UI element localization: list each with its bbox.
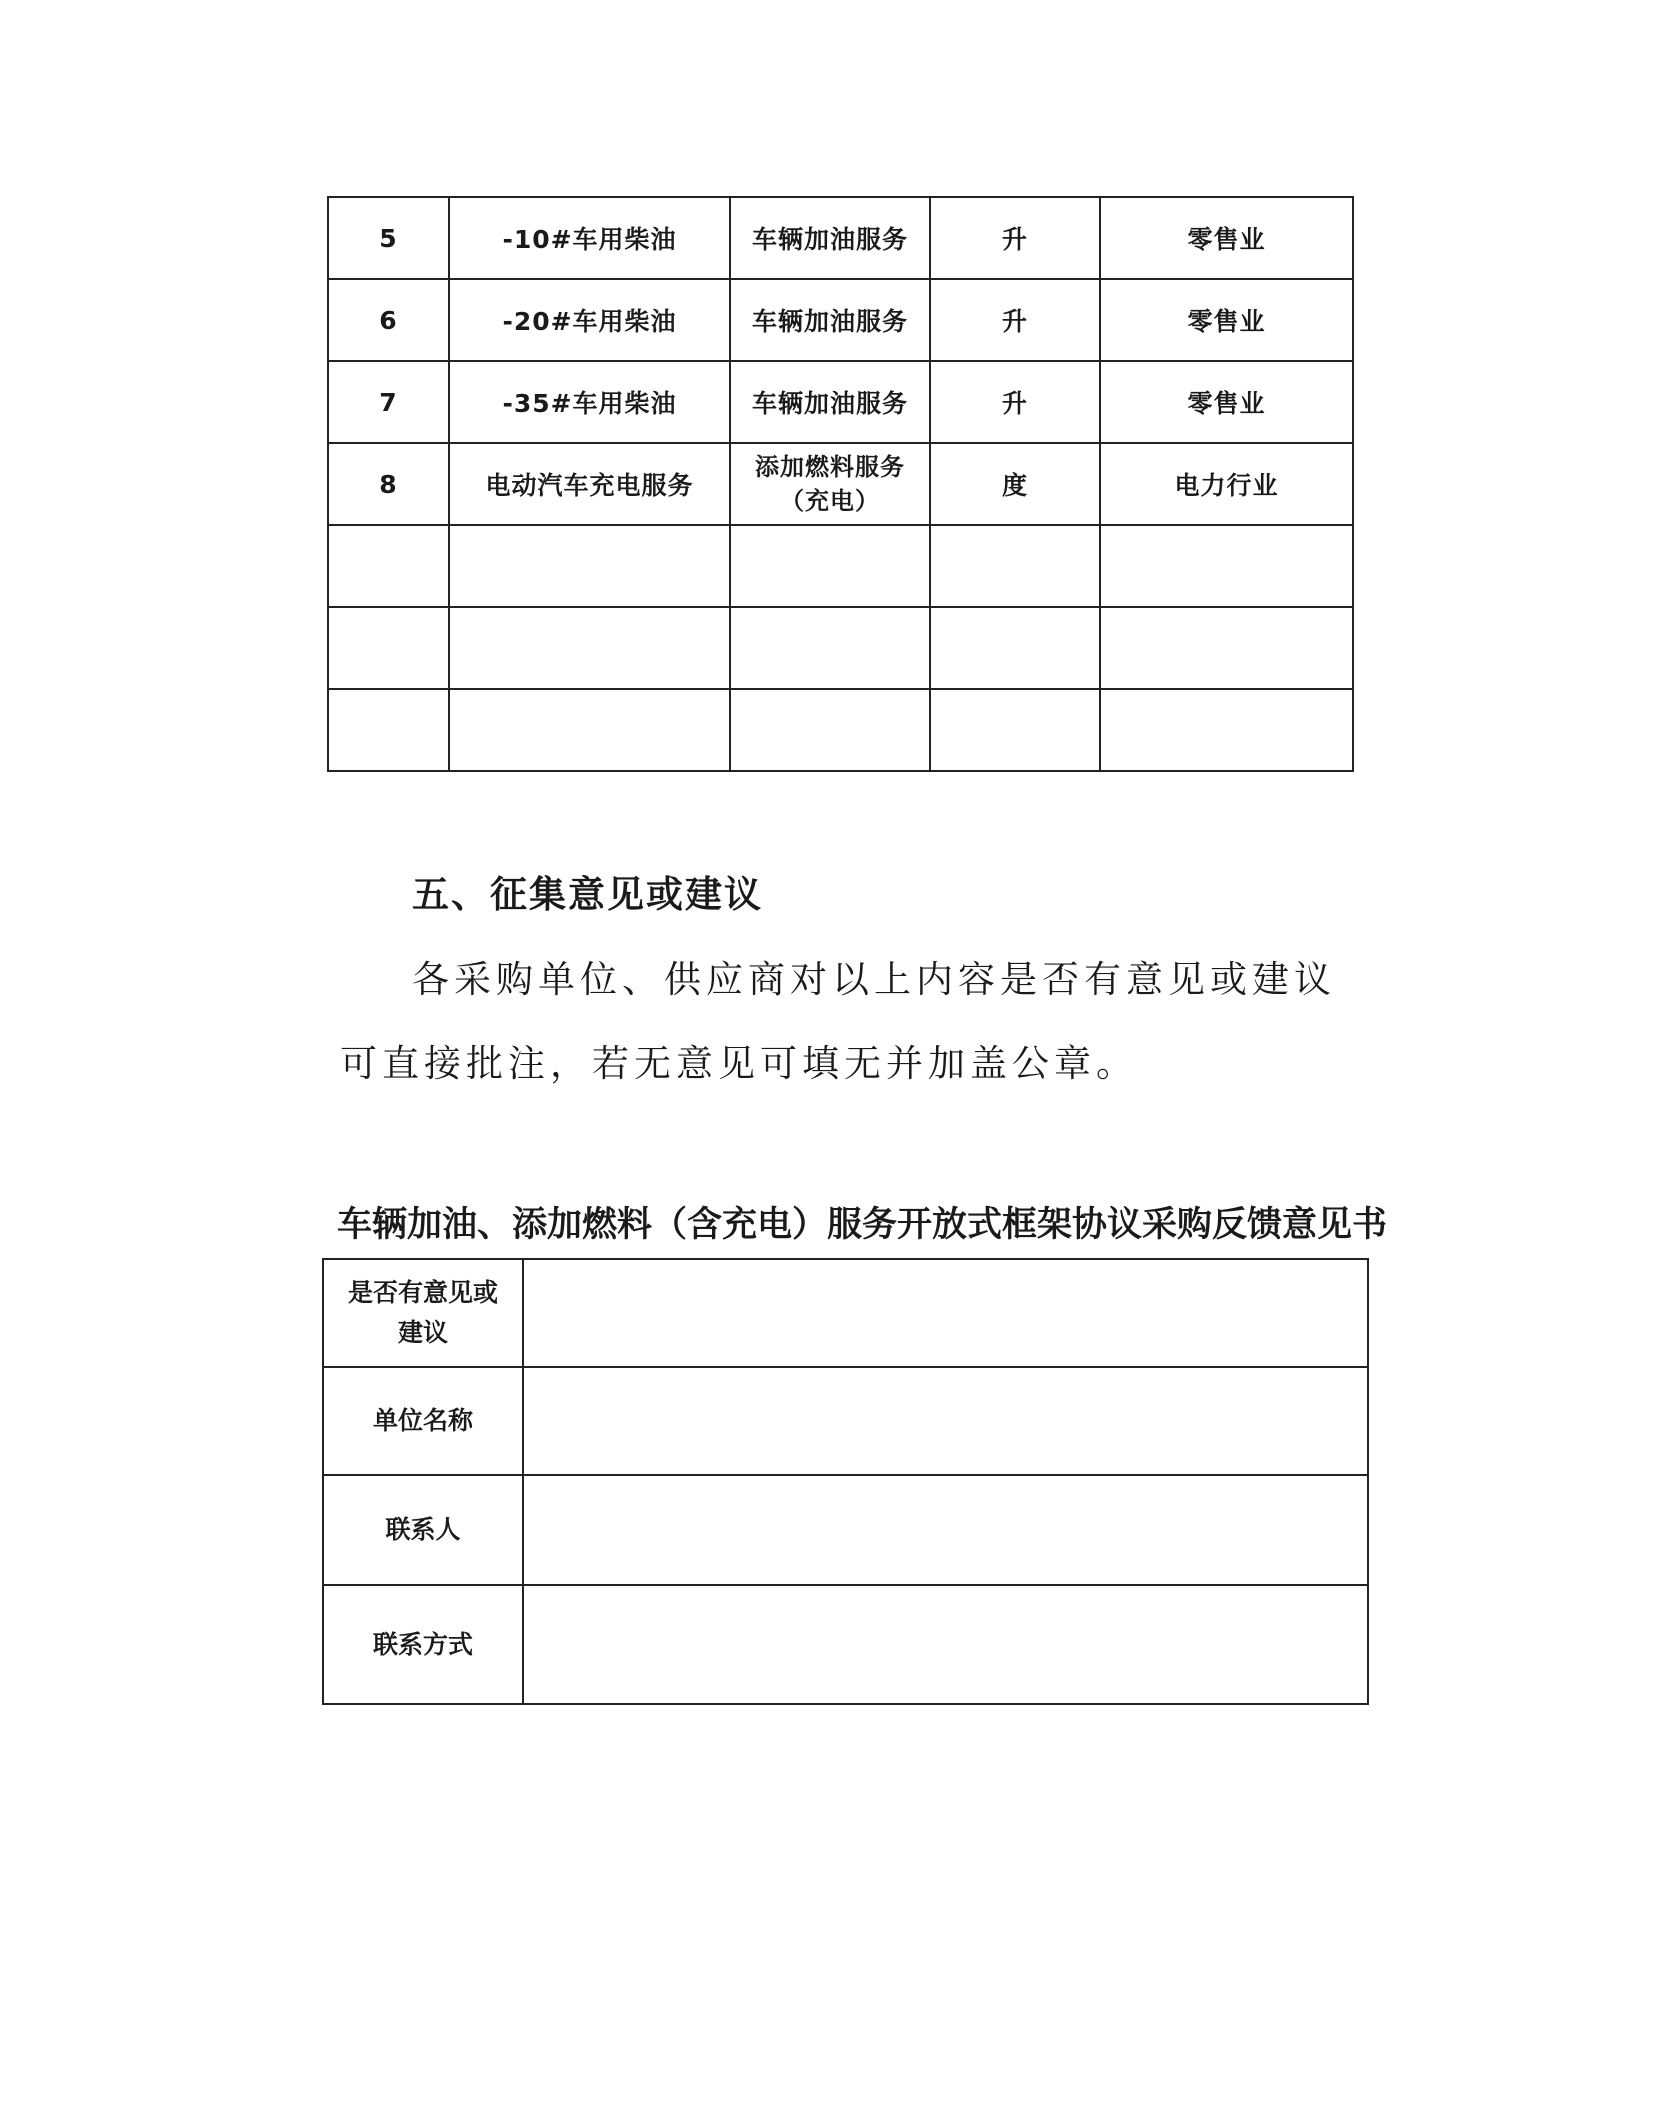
item-name: 电动汽车充电服务 [449, 443, 730, 525]
empty-cell[interactable] [328, 525, 449, 607]
section-heading: 五、征集意见或建议 [412, 873, 763, 916]
form-row [323, 1259, 1368, 1367]
section-paragraph: 各采购单位、供应商对以上内容是否有意见或建议可直接批注，若无意见可填无并加盖公章。 [340, 958, 1336, 1085]
empty-cell[interactable] [730, 607, 930, 689]
item-industry: 电力行业 [1100, 443, 1353, 525]
table-row-empty [328, 607, 1353, 689]
item-unit: 升 [930, 197, 1100, 279]
empty-cell[interactable] [930, 525, 1100, 607]
unit-name-field[interactable] [523, 1367, 1368, 1475]
item-unit: 度 [930, 443, 1100, 525]
form-row [323, 1367, 1368, 1475]
item-no: 8 [328, 443, 449, 525]
empty-cell[interactable] [449, 607, 730, 689]
table-row [328, 279, 1353, 361]
item-industry: 零售业 [1100, 361, 1353, 443]
empty-cell[interactable] [449, 689, 730, 771]
table-row-empty [328, 689, 1353, 771]
contact-info-label: 联系方式 [323, 1585, 523, 1704]
item-industry: 零售业 [1100, 279, 1353, 361]
empty-cell[interactable] [328, 689, 449, 771]
item-no: 5 [328, 197, 449, 279]
item-category: 车辆加油服务 [730, 279, 930, 361]
table-row-empty [328, 525, 1353, 607]
item-category: 车辆加油服务 [730, 361, 930, 443]
form-row [323, 1585, 1368, 1704]
item-industry: 零售业 [1100, 197, 1353, 279]
table-row [328, 197, 1353, 279]
empty-cell[interactable] [930, 689, 1100, 771]
contact-person-field[interactable] [523, 1475, 1368, 1585]
item-no: 7 [328, 361, 449, 443]
items-table [327, 196, 1354, 772]
table-row [328, 443, 1353, 525]
empty-cell[interactable] [1100, 689, 1353, 771]
empty-cell[interactable] [730, 689, 930, 771]
unit-name-label: 单位名称 [323, 1367, 523, 1475]
item-category: 车辆加油服务 [730, 197, 930, 279]
opinion-label-line1: 是否有意见或 [347, 1278, 498, 1307]
empty-cell[interactable] [449, 525, 730, 607]
contact-person-label: 联系人 [323, 1475, 523, 1585]
item-name: -20#车用柴油 [449, 279, 730, 361]
opinion-label-line2: 建议 [397, 1318, 448, 1347]
table-row [328, 361, 1353, 443]
empty-cell[interactable] [730, 525, 930, 607]
item-unit: 升 [930, 361, 1100, 443]
form-title: 车辆加油、添加燃料（含充电）服务开放式框架协议采购反馈意见书 [337, 1205, 1388, 1245]
item-category-line1: 添加燃料服务 [755, 453, 905, 481]
opinion-field[interactable] [523, 1259, 1368, 1367]
item-category [730, 443, 930, 525]
opinion-label [323, 1259, 523, 1367]
feedback-table [322, 1258, 1369, 1705]
form-row [323, 1475, 1368, 1585]
empty-cell[interactable] [1100, 607, 1353, 689]
item-name: -10#车用柴油 [449, 197, 730, 279]
item-no: 6 [328, 279, 449, 361]
empty-cell[interactable] [1100, 525, 1353, 607]
empty-cell[interactable] [328, 607, 449, 689]
item-category-line2: （充电） [780, 487, 880, 515]
item-unit: 升 [930, 279, 1100, 361]
contact-info-field[interactable] [523, 1585, 1368, 1704]
item-name: -35#车用柴油 [449, 361, 730, 443]
empty-cell[interactable] [930, 607, 1100, 689]
